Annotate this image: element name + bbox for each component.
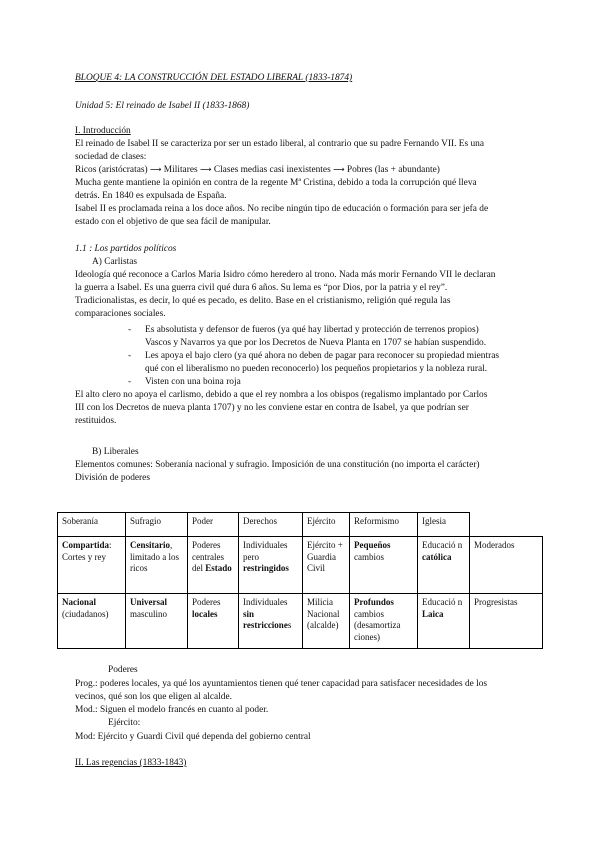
intro-paragraph-line: estado con el objetivo de que sea fácil de manipular. — [75, 217, 271, 227]
carlistas-label: A) Carlistas — [92, 257, 138, 267]
cell-bold-text: Compartida — [62, 540, 109, 550]
cell-text: Educació n — [422, 597, 463, 607]
cell-bold-text: Profundos — [354, 597, 394, 607]
class-pobres: Pobres (las + abundante) — [344, 165, 440, 175]
table-header-cell: Iglesia — [418, 513, 470, 537]
table-cell — [350, 594, 418, 649]
social-classes-line — [75, 164, 440, 176]
table-cell: Progresistas — [470, 594, 543, 649]
carlistas-paragraph-line: la guerra a Isabel. Es una guerra civil qué dura 6 años. Su lema es “por Dios, por la patria y el rey”. — [75, 283, 448, 293]
bloque-title: BLOQUE 4: LA CONSTRUCCIÓN DEL ESTADO LIBERAL (1833-1874) — [75, 73, 353, 83]
table-header-cell: Poder — [188, 513, 239, 537]
cell-bold-text: Nacional — [62, 597, 97, 607]
bullet-dash: - — [128, 325, 132, 335]
cell-text: : Cortes y rey — [62, 540, 112, 562]
partidos-heading: 1.1 : Los partidos políticos — [75, 244, 177, 254]
cell-bold-text: restringidos — [243, 563, 289, 574]
liberales-comparison-table — [57, 512, 543, 649]
cell-text: Individuales — [243, 597, 288, 607]
table-header-cell: Ejército — [303, 513, 350, 537]
carlistas-paragraph-line: Ideología qué reconoce a Carlos Maria Isidro cómo heredero al trono. Nada más morir Fernando VII le declaran — [75, 270, 496, 280]
intro-paragraph-line: sociedad de clases: — [75, 152, 147, 162]
cell-text: Ejército + Guardia Civil — [307, 540, 343, 574]
table-cell — [418, 594, 470, 649]
liberales-paragraph-line: Elementos comunes: Soberanía nacional y sufragio. Imposición de una constitución (no importa el carácter) — [75, 460, 480, 470]
cell-text: (ciudadanos) — [62, 608, 109, 619]
cell-text: Poderes — [192, 597, 221, 607]
class-ricos: Ricos (aristócratas) — [75, 165, 150, 175]
bullet-dash: - — [128, 377, 132, 387]
table-cell — [126, 594, 188, 649]
bullet-item: Es absolutista y defensor de fueros (ya qué hay libertad y protección de terrenos propios) — [145, 325, 479, 335]
ejercito-label: Ejército: — [108, 718, 141, 728]
bullet-item: Vascos y Navarros ya que por los Decretos de Nueva Planta en 1707 se habían suspendido. — [145, 338, 487, 348]
liberales-label: B) Liberales — [92, 447, 139, 457]
table-header-row — [58, 513, 543, 537]
poderes-paragraph-line: Prog.: poderes locales, ya qué los ayuntamientos tienen qué tener capacidad para satisfacer necesidades de los — [75, 679, 488, 689]
table-cell: Moderados — [470, 537, 543, 594]
bullet-item: qué con el liberalismo no pueden reconocerlo) los pequeños propietarios y la nobleza rural. — [145, 364, 488, 374]
carlistas-paragraph-line: comparaciones sociales. — [75, 309, 166, 319]
table-header-cell: Derechos — [239, 513, 303, 537]
cell-text: cambios — [354, 551, 384, 562]
cell-bold-text: Estado — [205, 563, 232, 574]
cell-bold-text: sin restriccione — [243, 608, 288, 631]
intro-paragraph-line: Isabel II es proclamada reina a los doce años. No recibe ningún tipo de educación o formación para ser jefa de — [75, 204, 489, 214]
intro-paragraph-line: detrás. En 1840 es expulsada de España. — [75, 191, 227, 201]
poderes-paragraph-line: Mod.: Siguen el modelo francés en cuanto al poder. — [75, 705, 269, 715]
table-cell — [188, 537, 239, 594]
cell-text: Educació n — [422, 540, 463, 550]
cell-text: s — [287, 620, 292, 631]
liberales-paragraph-line: División de poderes — [75, 473, 150, 483]
table-header-cell: Sufragio — [126, 513, 188, 537]
cell-text: cambios (desamortiza ciones) — [354, 608, 401, 642]
bullet-item: Visten con una boina roja — [145, 377, 241, 387]
arrow-icon: ⟶ — [333, 165, 345, 174]
unidad-title: Unidad 5: El reinado de Isabel II (1833-1868) — [75, 101, 250, 111]
cell-bold-text: Pequeños — [354, 540, 391, 550]
table-cell — [239, 537, 303, 594]
carlistas-paragraph-line: Tradicionalistas, es decir, lo qué es pecado, es delito. Base en el cristianismo, religión qué regula las — [75, 296, 451, 306]
intro-paragraph-line: El reinado de Isabel II se caracteriza por ser un estado liberal, al contrario que su padre Fernando VII. Es una — [75, 139, 485, 149]
class-medias: Clases medias casi inexistentes — [211, 165, 334, 175]
arrow-icon: ⟶ — [200, 165, 212, 174]
cell-text: Milicia Nacional (alcalde) — [307, 597, 340, 631]
regencias-heading: II. Las regencias (1833-1843) — [75, 758, 187, 768]
intro-heading: I. Introducción — [75, 126, 131, 136]
table-cell — [303, 537, 350, 594]
cell-bold-text: católica — [422, 551, 452, 562]
table-cell — [418, 537, 470, 594]
table-cell — [58, 594, 126, 649]
intro-paragraph-line: Mucha gente mantiene la opinión en contra de la regente Mª Cristina, debido a toda la corrupción qué lleva — [75, 178, 477, 188]
carlistas-paragraph-line: El alto clero no apoya el carlismo, debido a que el rey nombra a los obispos (regalismo implantado por Carlos — [75, 390, 488, 400]
arrow-icon: ⟶ — [149, 165, 162, 174]
table-cell — [126, 537, 188, 594]
cell-bold-text: Laica — [422, 608, 444, 619]
carlistas-paragraph-line: restituidos. — [75, 416, 117, 426]
table-cell — [188, 594, 239, 649]
bullet-dash: - — [128, 351, 132, 361]
bullet-item: Les apoya el bajo clero (ya qué ahora no deben de pagar para reconocer su propiedad mientras — [145, 351, 500, 361]
carlistas-paragraph-line: III con los Decretos de nueva planta 1707) y no les conviene estar en contra de Isabel, ya que podrían ser — [75, 403, 469, 413]
table-header-cell: Reformismo — [350, 513, 418, 537]
table-cell — [350, 537, 418, 594]
cell-text: Poderes centrales del — [192, 540, 224, 574]
poderes-label: Poderes — [108, 665, 138, 675]
class-militares: Militares — [161, 165, 200, 175]
table-cell — [239, 594, 303, 649]
poderes-paragraph-line: Mod: Ejército y Guardi Civil qué dependa del gobierno central — [75, 732, 311, 742]
table-header-cell: Soberanía — [58, 513, 126, 537]
table-cell — [58, 537, 126, 594]
table-cell — [303, 594, 350, 649]
cell-bold-text: Universal — [130, 597, 167, 607]
table-header-cell — [470, 513, 543, 537]
poderes-paragraph-line: vecinos, qué son los que eligen al alcalde. — [75, 692, 232, 702]
cell-bold-text: Censitario — [130, 540, 170, 550]
table-row-moderados — [58, 537, 543, 594]
cell-text: masculino — [130, 608, 167, 619]
cell-text: , limitado a los ricos — [130, 540, 179, 574]
cell-text: Individuales pero — [243, 540, 288, 562]
table-row-progresistas — [58, 594, 543, 649]
cell-bold-text: locales — [192, 608, 218, 619]
